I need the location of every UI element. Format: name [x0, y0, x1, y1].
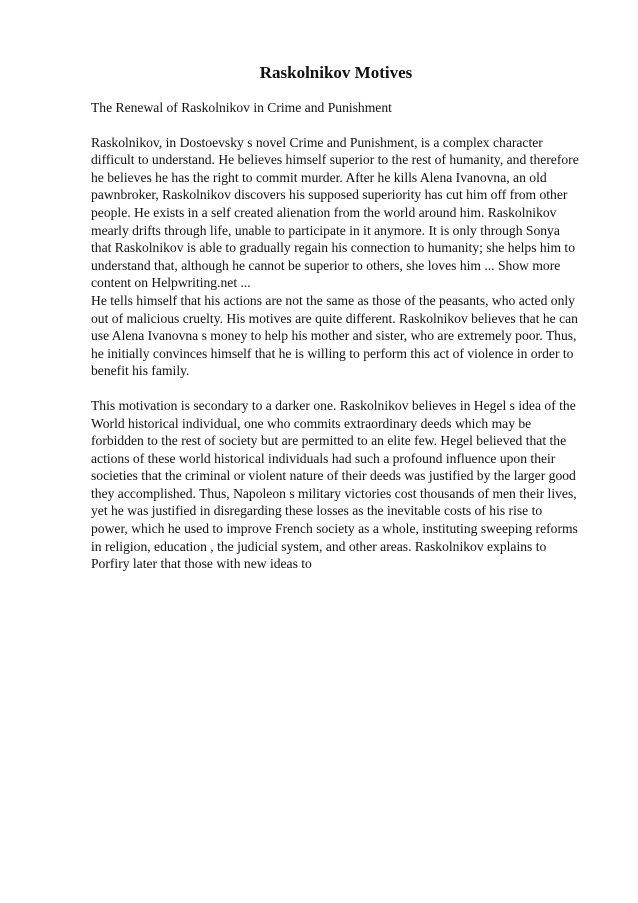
document-subtitle: The Renewal of Raskolnikov in Crime and Punishment	[91, 100, 392, 115]
paragraph-1: Raskolnikov, in Dostoevsky s novel Crime and Punishment, is a complex character difficult to understand. He believes himself superior to the rest of humanity, and therefore he believes he has the right to commit murder. After he kills Alena Ivanovna, an old pawnbroker, Raskolnikov discovers his supposed superiority has cut him off from other people. He exists in a self created alienation from the world around him. Raskolnikov mearly drifts through life, unable to participate in it anymore. It is only through Sonya that Raskolnikov is able to gradually regain his connection to humanity; she helps him to understand that, although he cannot be superior to others, she loves him ... Show more content on Helpwriting.net ...	[91, 134, 579, 291]
paragraph-2: He tells himself that his actions are not the same as those of the peasants, who acted only out of malicious cruelty. His motives are quite different. Raskolnikov believes that he can use Alena Ivanovna s money to help his mother and sister, who are extremely poor. Thus, he initially convinces himself that he is willing to perform this act of violence in order to benefit his family.	[91, 292, 578, 379]
document-title: Raskolnikov Motives	[259, 63, 413, 82]
paragraph-3: This motivation is secondary to a darker one. Raskolnikov believes in Hegel s idea of the World historical individual, one who commits extraordinary deeds which may be forbidden to the rest of society but are permitted to an elite few. Hegel believed that the actions of these world historical individuals had such a profound influence upon their societies that the criminal or violent nature of their deeds was justified by the larger good they accomplished. Thus, Napoleon s military victories cost thousands of men their lives, yet he was justified in disregarding these losses as the inevitable costs of his rise to power, which he used to improve French society as a whole, instituting sweeping reforms in religion, education , the judicial system, and other areas. Raskolnikov explains to Porfiry later that those with new ideas to	[91, 397, 578, 572]
document-body	[91, 62, 581, 573]
